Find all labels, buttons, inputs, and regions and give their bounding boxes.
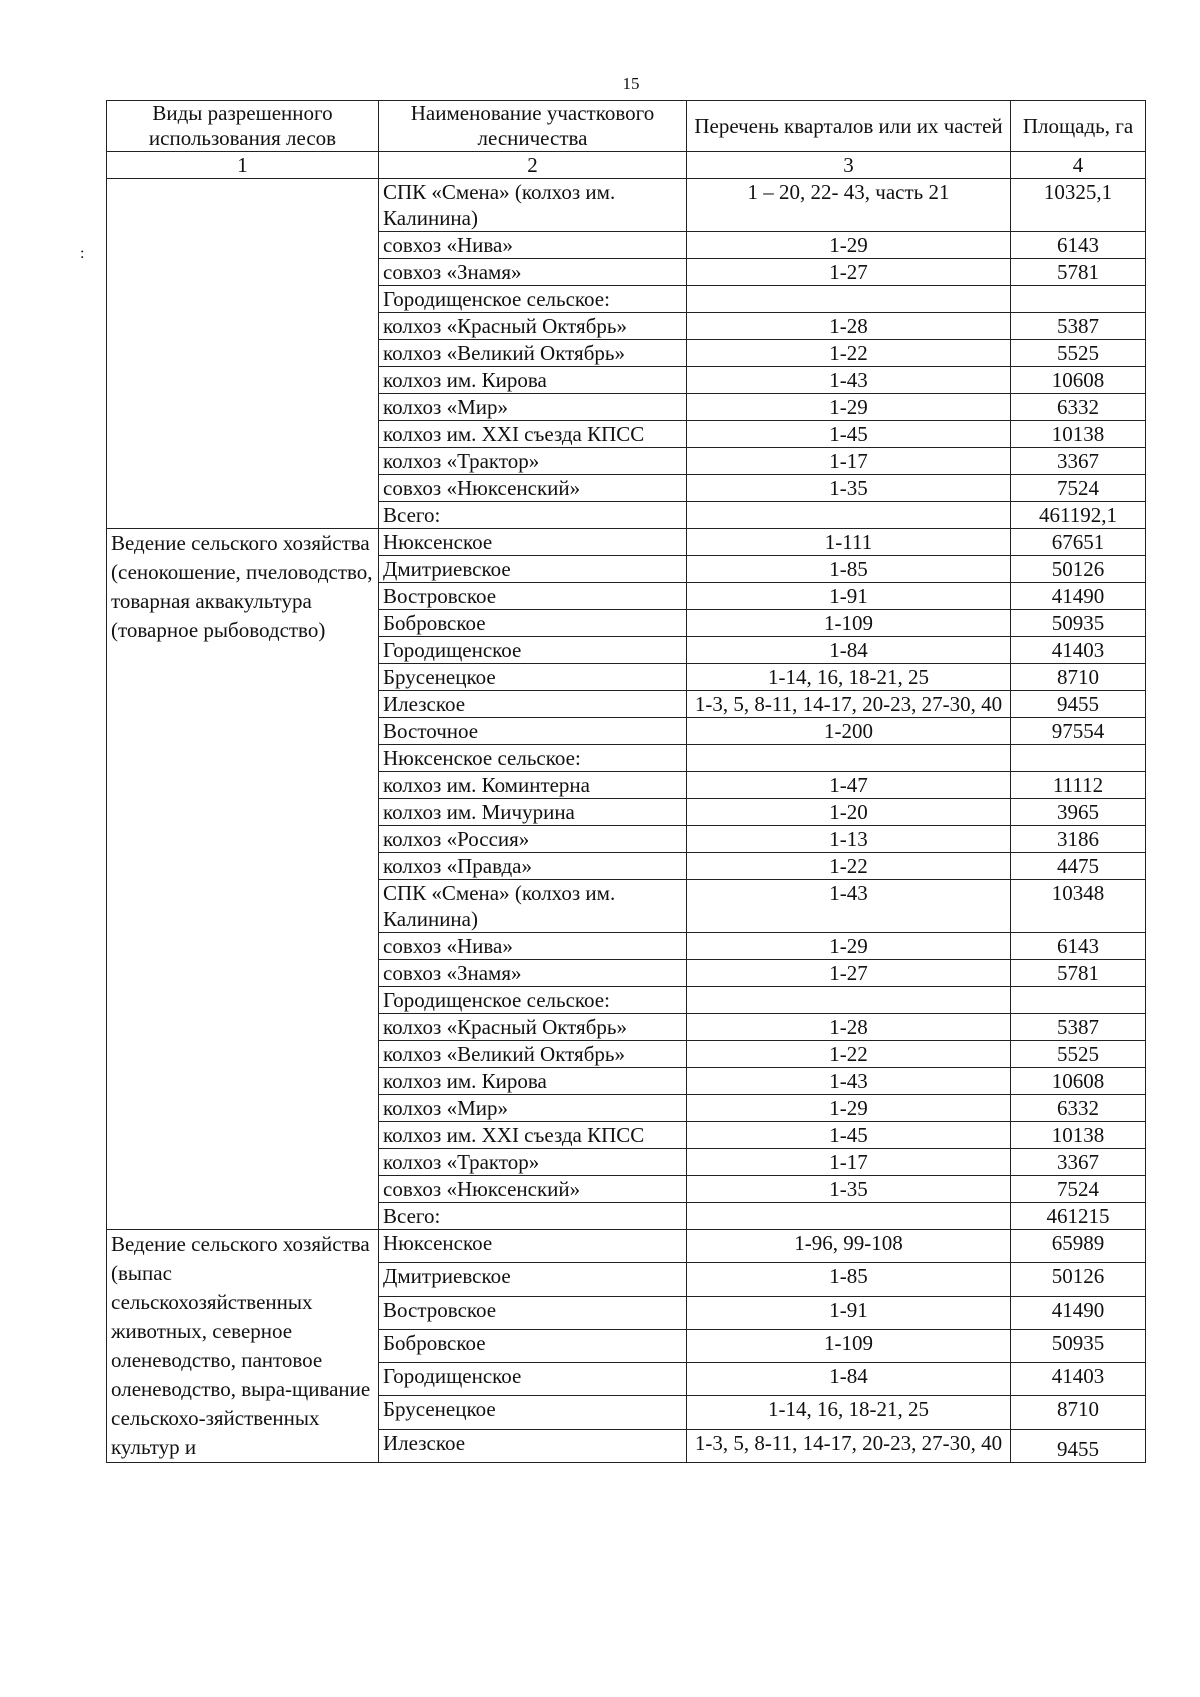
permitted-use-cell: Ведение сельского хозяйства (выпас сельскохозяйственных животных, северное оленеводство, пантовое оленеводство, выра-щивание сельскохо-зяйственных культур и [107, 1230, 379, 1463]
district-name-cell: Дмитриевское [379, 1263, 687, 1296]
quarters-cell: 1-109 [687, 610, 1011, 637]
quarters-cell: 1-22 [687, 853, 1011, 880]
quarters-cell: 1-27 [687, 960, 1011, 987]
district-name-cell: колхоз «Россия» [379, 826, 687, 853]
area-cell: 41403 [1011, 637, 1146, 664]
district-name-cell: Бобровское [379, 1329, 687, 1362]
district-name-cell: совхоз «Нюксенский» [379, 475, 687, 502]
column-number: 2 [379, 152, 687, 179]
quarters-cell [687, 1203, 1011, 1230]
quarters-cell: 1 – 20, 22- 43, часть 21 [687, 179, 1011, 232]
area-cell: 11112 [1011, 772, 1146, 799]
area-cell: 10138 [1011, 421, 1146, 448]
area-cell: 6332 [1011, 394, 1146, 421]
area-cell: 3367 [1011, 448, 1146, 475]
district-name-cell: колхоз «Великий Октябрь» [379, 1041, 687, 1068]
area-cell: 3367 [1011, 1149, 1146, 1176]
area-cell: 3186 [1011, 826, 1146, 853]
district-name-cell: совхоз «Знамя» [379, 960, 687, 987]
permitted-use-cell: Ведение сельского хозяйства (сенокошение, пчеловодство, товарная аквакультура (товарное рыбоводство) [107, 529, 379, 1230]
area-cell: 97554 [1011, 718, 1146, 745]
district-name-cell: Всего: [379, 502, 687, 529]
quarters-cell: 1-84 [687, 1363, 1011, 1396]
area-cell: 3965 [1011, 799, 1146, 826]
area-cell: 41490 [1011, 583, 1146, 610]
district-name-cell: совхоз «Знамя» [379, 259, 687, 286]
area-cell: 5525 [1011, 1041, 1146, 1068]
quarters-cell: 1-85 [687, 556, 1011, 583]
quarters-cell: 1-3, 5, 8-11, 14-17, 20-23, 27-30, 40 [687, 1429, 1011, 1462]
quarters-cell: 1-28 [687, 1014, 1011, 1041]
district-name-cell: Городищенское [379, 637, 687, 664]
area-cell [1011, 745, 1146, 772]
table-body [107, 179, 1146, 1463]
area-cell: 41490 [1011, 1296, 1146, 1329]
quarters-cell: 1-22 [687, 1041, 1011, 1068]
quarters-cell: 1-43 [687, 880, 1011, 933]
district-name-cell: Нюксенское [379, 529, 687, 556]
district-name-cell: СПК «Смена» (колхоз им. Калинина) [379, 179, 687, 232]
district-name-cell: колхоз «Красный Октябрь» [379, 1014, 687, 1041]
quarters-cell: 1-109 [687, 1329, 1011, 1362]
district-name-cell: колхоз им. Мичурина [379, 799, 687, 826]
district-name-cell: совхоз «Нива» [379, 232, 687, 259]
quarters-cell: 1-111 [687, 529, 1011, 556]
district-name-cell: Городищенское сельское: [379, 286, 687, 313]
quarters-cell [687, 286, 1011, 313]
area-cell: 50126 [1011, 1263, 1146, 1296]
header-quarters-list: Перечень кварталов или их частей [687, 101, 1011, 152]
district-name-cell: Восточное [379, 718, 687, 745]
district-name-cell: Востровское [379, 583, 687, 610]
quarters-cell: 1-3, 5, 8-11, 14-17, 20-23, 27-30, 40 [687, 691, 1011, 718]
quarters-cell: 1-27 [687, 259, 1011, 286]
district-name-cell: колхоз «Правда» [379, 853, 687, 880]
quarters-cell: 1-20 [687, 799, 1011, 826]
area-cell: 10138 [1011, 1122, 1146, 1149]
quarters-cell: 1-43 [687, 367, 1011, 394]
district-name-cell: совхоз «Нюксенский» [379, 1176, 687, 1203]
area-cell: 9455 [1011, 691, 1146, 718]
quarters-cell: 1-35 [687, 1176, 1011, 1203]
district-name-cell: колхоз им. Кирова [379, 367, 687, 394]
quarters-cell: 1-84 [687, 637, 1011, 664]
area-cell: 7524 [1011, 1176, 1146, 1203]
area-cell: 6332 [1011, 1095, 1146, 1122]
district-name-cell: Дмитриевское [379, 556, 687, 583]
area-cell: 65989 [1011, 1230, 1146, 1263]
district-name-cell: Брусенецкое [379, 664, 687, 691]
area-cell: 50935 [1011, 1329, 1146, 1362]
area-cell: 5781 [1011, 259, 1146, 286]
column-number: 3 [687, 152, 1011, 179]
quarters-cell: 1-91 [687, 583, 1011, 610]
area-cell: 7524 [1011, 475, 1146, 502]
area-cell: 461192,1 [1011, 502, 1146, 529]
stray-mark: : [80, 245, 85, 262]
quarters-cell: 1-22 [687, 340, 1011, 367]
quarters-cell: 1-29 [687, 394, 1011, 421]
quarters-cell: 1-14, 16, 18-21, 25 [687, 664, 1011, 691]
district-name-cell: Городищенское [379, 1363, 687, 1396]
permitted-use-cell [107, 179, 379, 529]
quarters-cell: 1-17 [687, 1149, 1011, 1176]
quarters-cell: 1-45 [687, 421, 1011, 448]
table-row [107, 1230, 1146, 1263]
district-name-cell: СПК «Смена» (колхоз им. Калинина) [379, 880, 687, 933]
area-cell: 5387 [1011, 313, 1146, 340]
district-name-cell: Брусенецкое [379, 1396, 687, 1429]
table-header-row [107, 101, 1146, 152]
column-number: 1 [107, 152, 379, 179]
quarters-cell: 1-28 [687, 313, 1011, 340]
district-name-cell: совхоз «Нива» [379, 933, 687, 960]
quarters-cell: 1-91 [687, 1296, 1011, 1329]
area-cell: 8710 [1011, 664, 1146, 691]
quarters-cell: 1-47 [687, 772, 1011, 799]
area-cell [1011, 286, 1146, 313]
quarters-cell: 1-35 [687, 475, 1011, 502]
district-name-cell: Городищенское сельское: [379, 987, 687, 1014]
district-name-cell: колхоз «Трактор» [379, 1149, 687, 1176]
quarters-cell: 1-96, 99-108 [687, 1230, 1011, 1263]
district-name-cell: Нюксенское [379, 1230, 687, 1263]
area-cell: 50126 [1011, 556, 1146, 583]
district-name-cell: колхоз им. XXI съезда КПСС [379, 1122, 687, 1149]
quarters-cell: 1-17 [687, 448, 1011, 475]
district-name-cell: колхоз «Трактор» [379, 448, 687, 475]
quarters-cell: 1-45 [687, 1122, 1011, 1149]
area-cell: 41403 [1011, 1363, 1146, 1396]
district-name-cell: колхоз «Красный Октябрь» [379, 313, 687, 340]
page-number: 15 [622, 74, 640, 93]
district-name-cell: Всего: [379, 1203, 687, 1230]
area-cell: 9455 [1011, 1429, 1146, 1462]
quarters-cell: 1-29 [687, 1095, 1011, 1122]
quarters-cell [687, 987, 1011, 1014]
area-cell: 461215 [1011, 1203, 1146, 1230]
forest-use-table [106, 100, 1146, 1463]
district-name-cell: колхоз им. Кирова [379, 1068, 687, 1095]
district-name-cell: Илезское [379, 1429, 687, 1462]
area-cell: 10608 [1011, 367, 1146, 394]
area-cell: 5387 [1011, 1014, 1146, 1041]
column-number: 4 [1011, 152, 1146, 179]
header-district-name: Наименование участкового лесничества [379, 101, 687, 152]
area-cell: 50935 [1011, 610, 1146, 637]
area-cell: 10348 [1011, 880, 1146, 933]
area-cell: 10325,1 [1011, 179, 1146, 232]
quarters-cell: 1-14, 16, 18-21, 25 [687, 1396, 1011, 1429]
quarters-cell: 1-29 [687, 232, 1011, 259]
area-cell: 5525 [1011, 340, 1146, 367]
quarters-cell [687, 745, 1011, 772]
area-cell [1011, 987, 1146, 1014]
quarters-cell [687, 502, 1011, 529]
area-cell: 4475 [1011, 853, 1146, 880]
area-cell: 8710 [1011, 1396, 1146, 1429]
district-name-cell: колхоз «Великий Октябрь» [379, 340, 687, 367]
quarters-cell: 1-43 [687, 1068, 1011, 1095]
area-cell: 5781 [1011, 960, 1146, 987]
area-cell: 6143 [1011, 933, 1146, 960]
area-cell: 6143 [1011, 232, 1146, 259]
district-name-cell: Бобровское [379, 610, 687, 637]
district-name-cell: колхоз им. XXI съезда КПСС [379, 421, 687, 448]
area-cell: 67651 [1011, 529, 1146, 556]
quarters-cell: 1-13 [687, 826, 1011, 853]
header-area: Площадь, га [1011, 101, 1146, 152]
district-name-cell: Илезское [379, 691, 687, 718]
column-number-row [107, 152, 1146, 179]
table-row [107, 179, 1146, 232]
quarters-cell: 1-29 [687, 933, 1011, 960]
quarters-cell: 1-85 [687, 1263, 1011, 1296]
quarters-cell: 1-200 [687, 718, 1011, 745]
district-name-cell: Востровское [379, 1296, 687, 1329]
district-name-cell: колхоз им. Коминтерна [379, 772, 687, 799]
table-row [107, 529, 1146, 556]
district-name-cell: колхоз «Мир» [379, 394, 687, 421]
header-permitted-use: Виды разрешенного использования лесов [107, 101, 379, 152]
district-name-cell: Нюксенское сельское: [379, 745, 687, 772]
area-cell: 10608 [1011, 1068, 1146, 1095]
district-name-cell: колхоз «Мир» [379, 1095, 687, 1122]
